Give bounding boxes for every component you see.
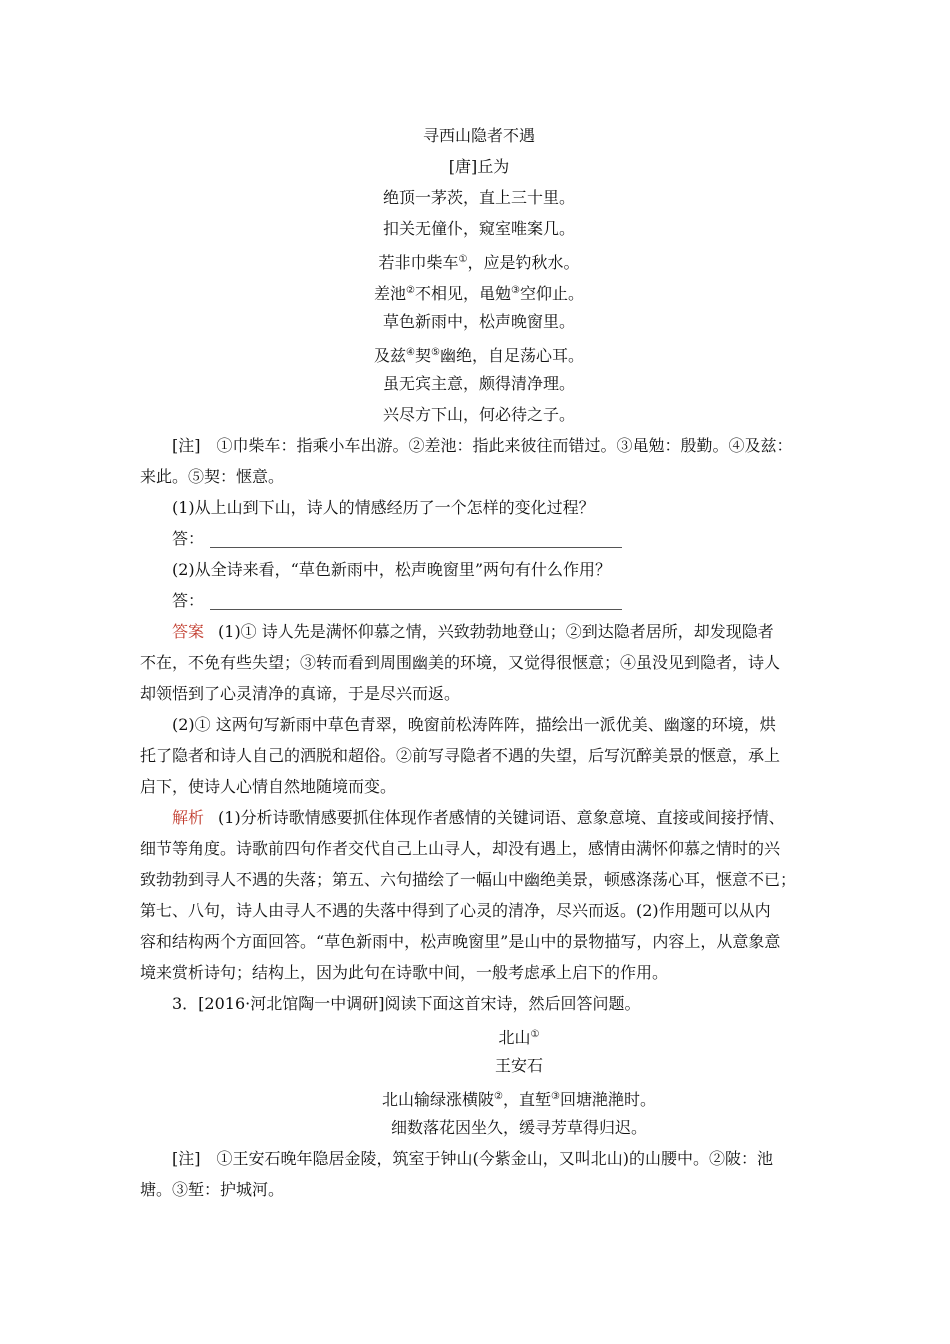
answer-line[interactable] [210, 529, 622, 548]
note-mark: ② [494, 1091, 503, 1102]
poem-line: 绝顶一茅茨，直上三十里。 [382, 188, 575, 207]
analysis-text: 第七、八句，诗人由寻人不遇的失落中得到了心灵的清净，尽兴而返。(2)作用题可以从内 [140, 901, 771, 920]
answer-text: 却领悟到了心灵清净的真谛，于是尽兴而返。 [140, 684, 461, 703]
question-1: (1)从上山到下山，诗人的情感经历了一个怎样的变化过程？ [172, 498, 595, 517]
answer-text: 启下，使诗人心情自然地随境而变。 [140, 777, 397, 796]
poem-line: 及兹④契⑤幽绝，自足荡心耳。 [374, 346, 584, 365]
note-mark: ③ [551, 1091, 560, 1102]
note-mark: ③ [511, 285, 520, 296]
note2-text: 塘。③堑：护城河。 [140, 1180, 285, 1199]
analysis-paragraph: 解析 (1)分析诗歌情感要抓住体现作者感情的关键词语、意象意境、直接或间接抒情、 [172, 808, 785, 827]
poem-line: 差池②不相见，黾勉③空仰止。 [374, 284, 584, 303]
note2-text: [注] ①王安石晚年隐居金陵，筑室于钟山(今紫金山，又叫北山)的山腰中。②陂：池 [172, 1149, 773, 1168]
note-mark: ① [458, 254, 468, 265]
poem-line: 兴尽方下山，何必待之子。 [382, 405, 575, 424]
poem2-line: 细数落花因坐久，缓寻芳草得归迟。 [390, 1118, 647, 1137]
analysis-text: 细节等角度。诗歌前四句作者交代自己上山寻人，却没有遇上，感情由满怀仰慕之情时的兴 [140, 839, 781, 858]
analysis-text: 致勃勃到寻人不遇的失落；第五、六句描绘了一幅山中幽绝美景，顿感涤荡心耳，惬意不已； [140, 870, 797, 889]
poem2-title: 北山① [498, 1028, 540, 1047]
poem-author: [唐]丘为 [448, 157, 510, 176]
note-mark: ② [406, 285, 415, 296]
answer-blank-1: 答： [140, 523, 818, 554]
poem2-line: 北山输绿涨横陂②，直堑③回塘滟滟时。 [382, 1090, 656, 1109]
note-text: [注] ①巾柴车：指乘小车出游。②差池：指此来彼往而错过。③黾勉：殷勤。④及兹： [172, 436, 793, 455]
poem2-author: 王安石 [494, 1056, 543, 1075]
note-mark: ① [530, 1029, 540, 1040]
answer-label: 答案 [172, 622, 205, 641]
answer-paragraph: 答案 (1)① 诗人先是满怀仰慕之情，兴致勃勃地登山；②到达隐者居所，却发现隐者 [172, 622, 774, 641]
analysis-text: 境来赏析诗句；结构上，因为此句在诗歌中间，一般考虑承上启下的作用。 [140, 963, 669, 982]
answer-text: (2)① 这两句写新雨中草色青翠，晚窗前松涛阵阵，描绘出一派优美、幽邃的环境，烘 [172, 715, 776, 734]
answer-line[interactable] [210, 591, 622, 610]
poem-title: 寻西山隐者不遇 [422, 126, 535, 145]
analysis-text: 容和结构两个方面回答。“草色新雨中，松声晚窗里”是山中的景物描写，内容上，从意象意 [140, 932, 781, 951]
question-2: (2)从全诗来看，“草色新雨中，松声晚窗里”两句有什么作用？ [172, 560, 612, 579]
poem-line: 草色新雨中，松声晚窗里。 [382, 312, 575, 331]
poem-line: 扣关无僮仆，窥室唯案几。 [382, 219, 575, 238]
question-3: 3．[2016·河北馆陶一中调研]阅读下面这首宋诗，然后回答问题。 [172, 994, 641, 1013]
analysis-label: 解析 [172, 808, 205, 827]
answer-text: 不在，不免有些失望；③转而看到周围幽美的环境，又觉得很惬意；④虽没见到隐者，诗人 [140, 653, 781, 672]
note-mark: ④ [406, 347, 415, 358]
answer-blank-2: 答： [140, 585, 818, 616]
answer-text: 托了隐者和诗人自己的洒脱和超俗。②前写寻隐者不遇的失望，后写沉醉美景的惬意，承上 [140, 746, 781, 765]
note-mark: ⑤ [431, 347, 440, 358]
poem-line: 若非巾柴车①，应是钓秋水。 [378, 253, 580, 272]
note-text: 来此。⑤契：惬意。 [140, 467, 285, 486]
poem-line: 虽无宾主意，颇得清净理。 [382, 374, 575, 393]
